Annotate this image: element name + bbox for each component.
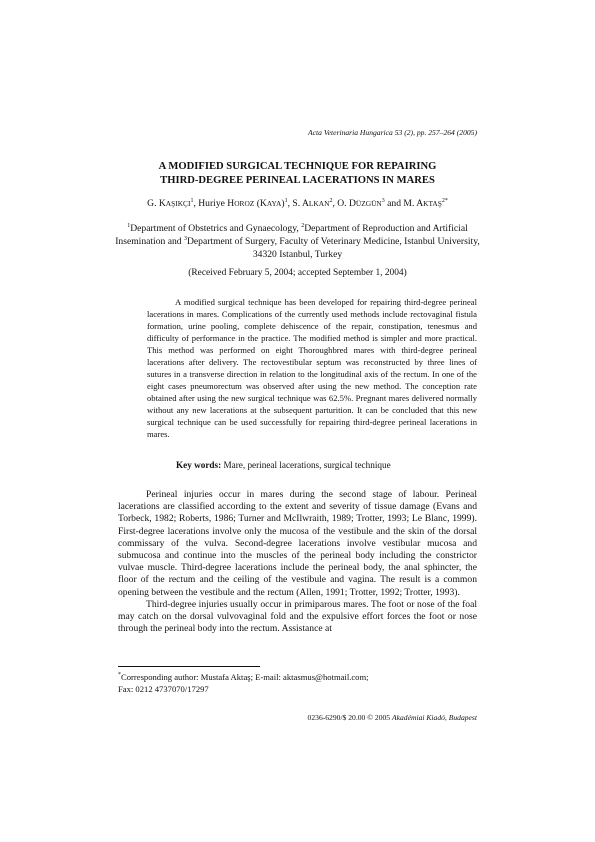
author-2-given: , Huriye H (193, 198, 235, 209)
affil-text-3: Department of Surgery, Faculty of Veterinary Medicine, Istanbul University, 34320 Istanbul, Turkey (186, 236, 480, 260)
author-4-affil: 3 (381, 197, 385, 204)
author-2-open: (K (254, 198, 267, 209)
body-paragraph-2: Third-degree injuries usually occur in primiparous mares. The foot or nose of the foal may catch on the dorsal vulvovaginal fold and the expulsive effort forces the foot or nose through the perineal body into the rectum. Assistance at (118, 598, 477, 635)
author-4-surname: ÜZGÜN (355, 199, 382, 208)
author-3-affil: 2 (329, 197, 333, 204)
author-1-affil: 1 (190, 197, 194, 204)
author-2-surname: OROZ (234, 199, 255, 208)
received-dates: (Received February 5, 2004; accepted September 1, 2004) (188, 268, 407, 278)
affil-text-1: Department of Obstetrics and Gynaecology, (130, 223, 302, 234)
footnote-marker: * (118, 672, 121, 679)
footnote-line-1 (118, 671, 477, 683)
author-3-given: , S. A (287, 198, 309, 209)
footer-publisher: Akadémiai Kiadó, Budapest (392, 713, 477, 722)
author-3-surname: LKAN (308, 199, 330, 208)
affil-text-2: Department of Reproduction and Artificial Insemination and (115, 223, 468, 247)
footnote-author: Corresponding author: Mustafa Aktaş; E-mail: aktasmus@hotmail.com; (121, 672, 369, 682)
footnote-line-2: Fax: 0212 4737070/17297 (118, 684, 209, 694)
keywords (176, 460, 391, 470)
affil-marker-1: 1 (127, 222, 131, 229)
author-4-given: , O. D (332, 198, 356, 209)
author-list (0, 198, 595, 209)
abstract-text: A modified surgical technique has been developed for repairing third-degree perineal lacerations in mares. Complications of the currently used methods include rectovaginal fistula formation, urine pooling, complete dehiscence of the repair, constipation, tenesmus and difficulty of performance in the practice. The modified method is simpler and more practical. This method was performed on eight Thoroughbred mares with third-degree perineal lacerations after delivery. The rectovestibular septum was reconstructed by three lines of sutures in a transverse direction in relation to the longitudinal axis of the rectum. In one of the eight cases pneumorectum was observed after using the new method. The conception rate obtained after using the new surgical technique was 62.5%. Pregnant mares delivered normally without any new lacerations at the subsequent parturition. It can be concluded that this new surgical technique can be used successfully for repairing third-degree perineal lacerations in mares. (147, 297, 477, 439)
author-5-given: and M. A (384, 198, 424, 209)
page-footer (308, 713, 477, 722)
footnote (118, 671, 477, 695)
footnote-rule (118, 666, 260, 667)
author-1-initial: G. K (147, 198, 166, 209)
body-text (118, 489, 477, 635)
author-5-surname: KTAŞ (423, 199, 442, 208)
author-5-affil: 2* (441, 197, 448, 204)
author-2-maiden: AYA (266, 199, 282, 208)
title-line-2: THIRD-DEGREE PERINEAL LACERATIONS IN MARES (160, 175, 435, 186)
abstract (147, 296, 477, 440)
footer-code: 0236-6290/$ 20.00 © 2005 (307, 713, 392, 722)
affil-marker-2: 2 (301, 222, 305, 229)
body-paragraph-1: Perineal injuries occur in mares during the second stage of labour. Perineal lacerations are classified according to the extent and severity of tissue damage (Evans and Torbeck, 1982; Roberts, 1986; Turner and McIlwraith, 1989; Trotter, 1993; Le Blanc, 1999). First-degree lacerations involve only the mucosa of the vestibule and the skin of the dorsal commissary of the vulva. Second-degree lacerations involve vestibular mucosa and submucosa and continue into the muscles of the perineal body including the constrictor vulvae muscle. Third-degree lacerations include the perineal body, the anal sphincter, the floor of the rectum and the ceiling of the vestibule and vagina. The result is a common opening between the vestibule and the rectum (Allen, 1991; Trotter, 1992; Trotter, 1993). (118, 489, 477, 598)
affil-marker-3: 3 (183, 235, 187, 242)
affiliations (110, 222, 485, 261)
author-2-affil: 1 (284, 197, 288, 204)
keywords-text: Mare, perineal lacerations, surgical technique (221, 460, 391, 470)
author-2-close: ) (281, 198, 285, 209)
keywords-label: Key words: (176, 460, 222, 470)
paper-title (0, 160, 595, 188)
title-line-1: A MODIFIED SURGICAL TECHNIQUE FOR REPAIRING (158, 161, 437, 172)
author-1-surname: AŞIKÇI (165, 199, 191, 208)
journal-reference: Acta Veterinaria Hungarica 53 (2), pp. 257–264 (2005) (308, 128, 477, 137)
